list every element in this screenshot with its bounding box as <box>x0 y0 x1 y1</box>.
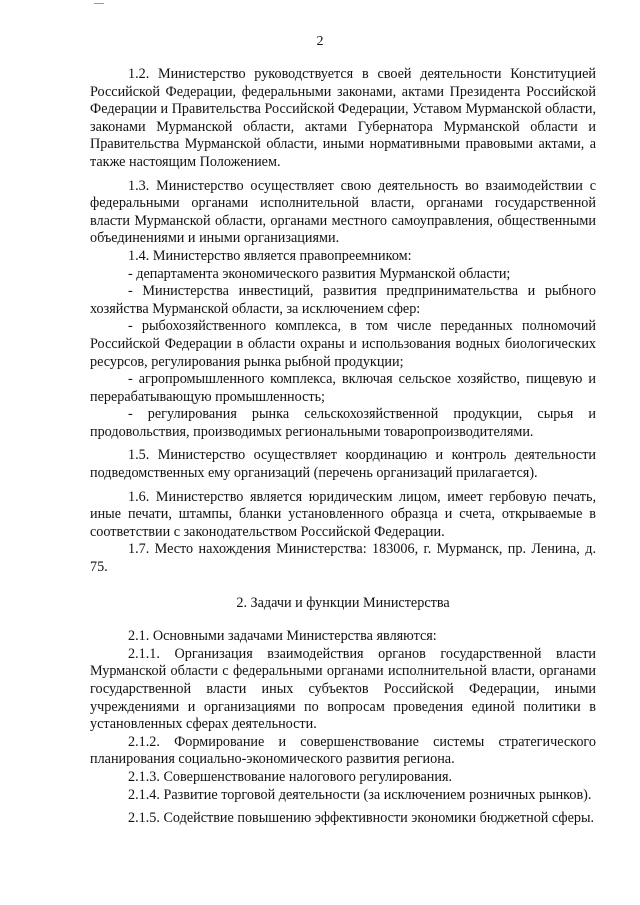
corner-scan-mark <box>94 0 104 4</box>
section-2-heading: 2. Задачи и функции Министерства <box>236 594 450 611</box>
paragraph-1-6: 1.6. Министерство является юридическим лицом, имеет гербовую печать, иные печати, штампы, бланки установленного образца и счета, открываемые в соответствии с законодательством Российской Федерации. <box>90 488 596 540</box>
list-item-agro-complex: - агропромышленного комплекса, включая сельское хозяйство, пищевую и перерабатывающую промышленность; <box>90 371 596 405</box>
paragraph-1-4: 1.4. Министерство является правопреемником: <box>128 247 412 264</box>
paragraph-1-2: 1.2. Министерство руководствуется в своей деятельности Конституцией Российской Федерации, федеральными законами, актами Президента Российской Федерации и Правительства Российской Федерации, Уставом Мурманской области, законами Мурманской области, актами Губернатора Мурманской области и Правительства Мурманской области, иными нормативными правовыми актами, а также настоящим Положением. <box>90 66 597 170</box>
paragraph-2-1-4: 2.1.4. Развитие торговой деятельности (за исключением розничных рынков). <box>128 786 592 803</box>
paragraph-1-5: 1.5. Министерство осуществляет координацию и контроль деятельности подведомственных ему организаций (перечень организаций прилагается). <box>90 447 596 482</box>
paragraph-2-1-5: 2.1.5. Содействие повышению эффективности экономики бюджетной сферы. <box>128 810 595 827</box>
paragraph-2-1-2: 2.1.2. Формирование и совершенствование системы стратегического планирования социально-экономического развития региона. <box>90 733 596 768</box>
page-number: 2 <box>316 34 324 49</box>
paragraph-2-1: 2.1. Основными задачами Министерства являются: <box>128 628 437 645</box>
list-item-agri-market-regulation: - регулирования рынка сельскохозяйственной продукции, сырья и продовольствия, производимых региональными товаропроизводителями. <box>90 406 596 440</box>
paragraph-2-1-3: 2.1.3. Совершенствование налогового регулирования. <box>128 768 453 785</box>
paragraph-1-3: 1.3. Министерство осуществляет свою деятельность во взаимодействии с федеральными органами исполнительной власти, органами государственной власти Мурманской области, органами местного самоуправления, общественными объединениями и иными организациями. <box>90 177 596 247</box>
document-body <box>90 66 596 828</box>
list-item-ministry-investments: - Министерства инвестиций, развития предпринимательства и рыбного хозяйства Мурманской области, за исключением сфер: <box>90 283 596 317</box>
paragraph-1-7: 1.7. Место нахождения Министерства: 183006, г. Мурманск, пр. Ленина, д. 75. <box>90 541 596 576</box>
list-item-fishery-complex: - рыбохозяйственного комплекса, в том числе переданных полномочий Российской Федерации в области охраны и использования водных биологических ресурсов, регулирования рынка рыбной продукции; <box>90 318 596 370</box>
list-item-dept-economic-development: - департамента экономического развития Мурманской области; <box>128 265 511 282</box>
paragraph-2-1-1: 2.1.1. Организация взаимодействия органов государственной власти Мурманской области с федеральными органами исполнительной власти, органами государственной власти иных субъектов Российской Федерации, иными учреждениями и организациями по вопросам проведения единой политики в установленных сферах деятельности. <box>90 645 596 733</box>
